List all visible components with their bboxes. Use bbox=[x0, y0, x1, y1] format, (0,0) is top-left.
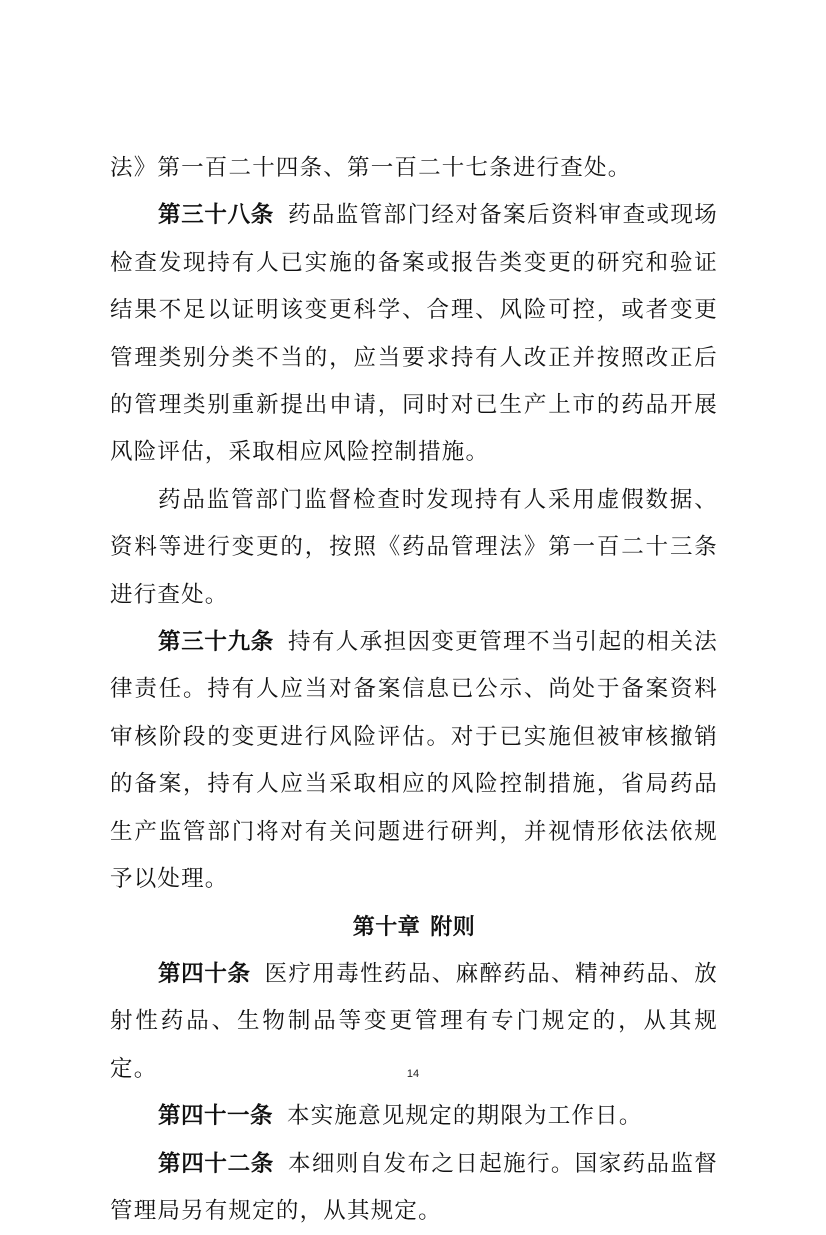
chapter-heading bbox=[110, 904, 718, 951]
article-number: 第四十二条 bbox=[158, 1150, 274, 1177]
chapter-title: 附则 bbox=[430, 914, 476, 940]
article-text: 持有人承担因变更管理不当引起的相关法律责任。持有人应当对备案信息已公示、尚处于备案资料审核阶段的变更进行风险评估。对于已实施但被审核撤销的备案，持有人应当采取相应的风险控制措施，省局药品生产监管部门将对有关问题进行研判，并视情形依法依规予以处理。 bbox=[110, 629, 718, 893]
article-39 bbox=[110, 619, 718, 903]
paragraph-inspection bbox=[110, 477, 718, 619]
chapter-number: 第十章 bbox=[352, 914, 421, 940]
article-number: 第三十八条 bbox=[158, 202, 274, 229]
paragraph-text: 药品监管部门监督检查时发现持有人采用虚假数据、资料等进行变更的，按照《药品管理法》第一百二十三条进行查处。 bbox=[110, 486, 718, 608]
article-text: 药品监管部门经对备案后资料审查或现场检查发现持有人已实施的备案或报告类变更的研究和验证结果不足以证明该变更科学、合理、风险可控，或者变更管理类别分类不当的，应当要求持有人改正并按照改正后的管理类别重新提出申请，同时对已生产上市的药品开展风险评估，采取相应风险控制措施。 bbox=[110, 202, 718, 466]
page-number: 14 bbox=[406, 1068, 420, 1080]
article-number: 第三十九条 bbox=[158, 629, 274, 656]
article-41 bbox=[110, 1093, 718, 1140]
article-text: 本实施意见规定的期限为工作日。 bbox=[287, 1103, 643, 1130]
paragraph-text: 法》第一百二十四条、第一百二十七条进行查处。 bbox=[110, 155, 632, 181]
article-number: 第四十条 bbox=[158, 960, 251, 987]
article-42 bbox=[110, 1141, 718, 1235]
article-number: 第四十一条 bbox=[158, 1103, 274, 1130]
paragraph-continuation bbox=[110, 145, 718, 192]
article-text: 本细则自发布之日起施行。国家药品监督管理局另有规定的，从其规定。 bbox=[110, 1150, 718, 1224]
article-38 bbox=[110, 192, 718, 476]
article-text: 医疗用毒性药品、麻醉药品、精神药品、放射性药品、生物制品等变更管理有专门规定的，从其规定。 bbox=[110, 960, 718, 1082]
